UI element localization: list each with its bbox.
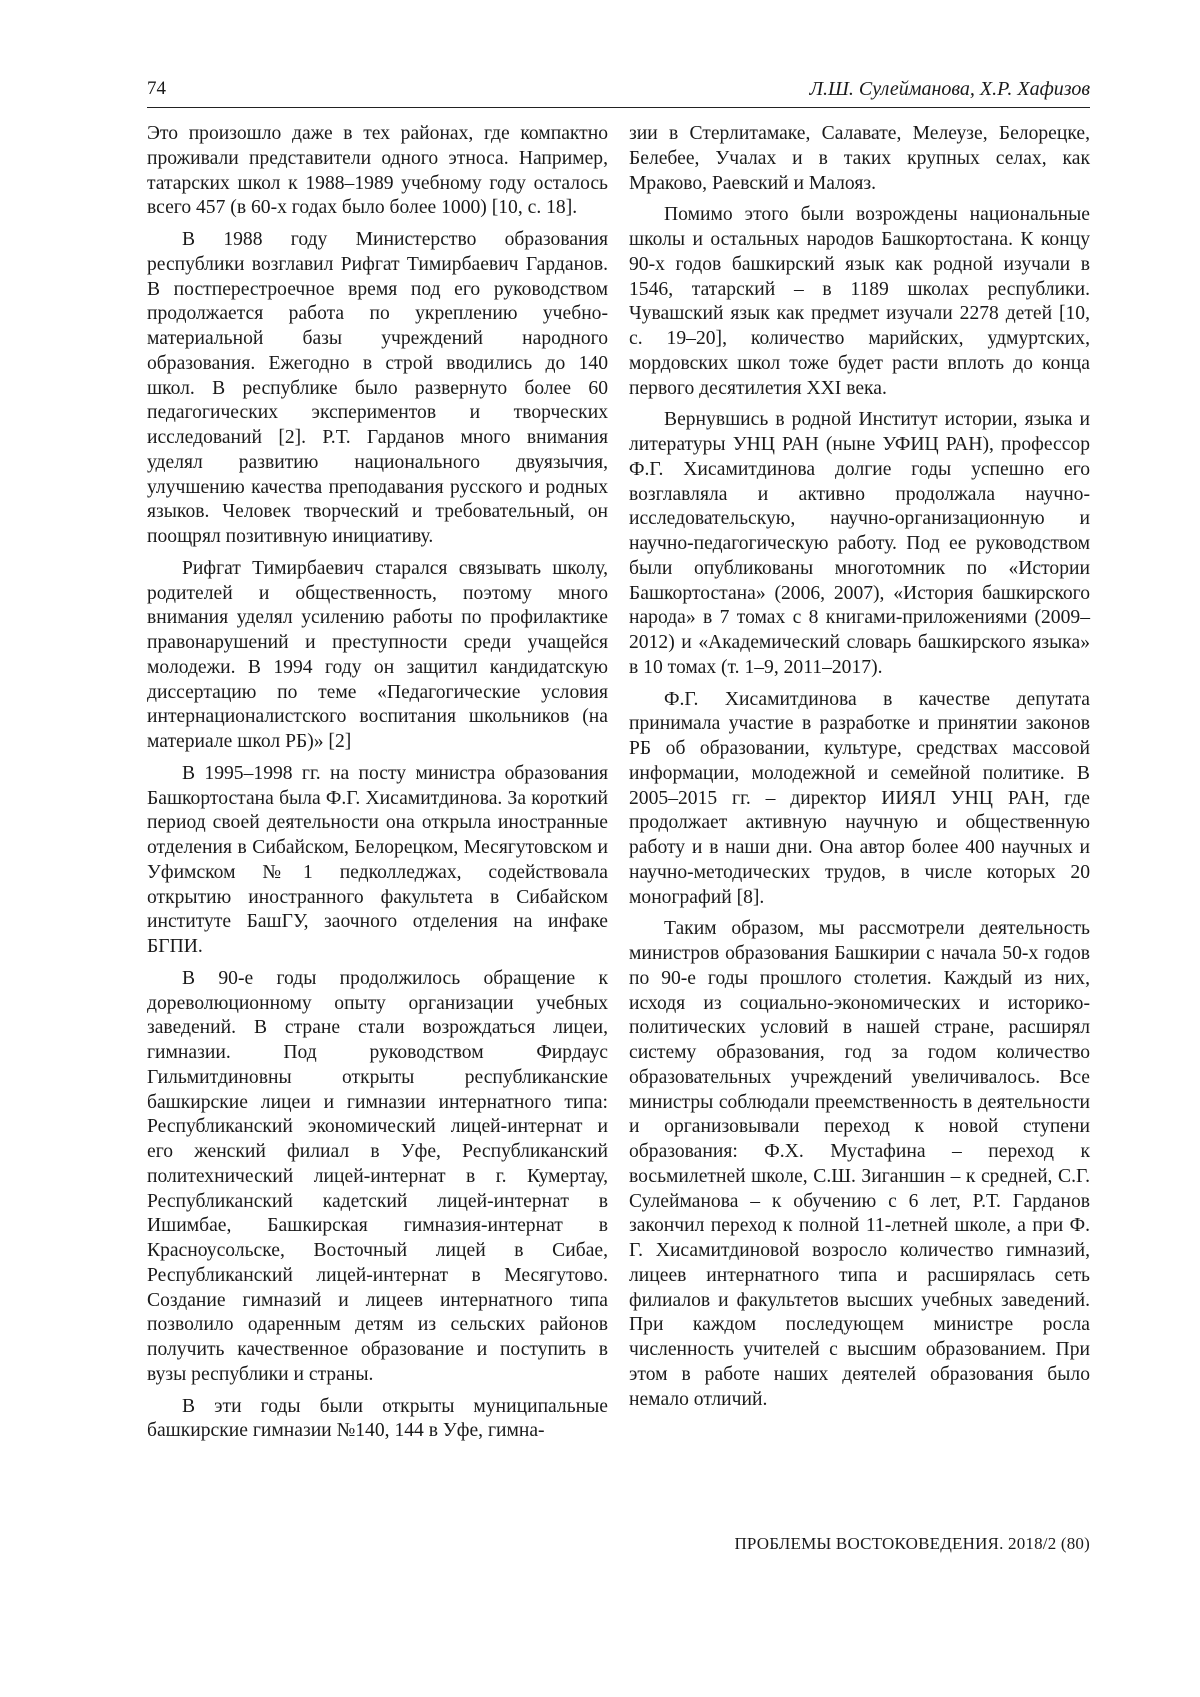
- page-number: 74: [147, 78, 166, 99]
- paragraph: Таким образом, мы рассмотрели деятельность министров образования Башкирии с начала 50-х годов по 90-е годы прошлого столетия. Каждый из них, исходя из социально-экономических и историко-политических условий в нашей стране, расширял систему образования, год за годом количество образовательных учреждений увеличивалось. Все министры соблюдали преемственность в деятельности и организовывали переход к новой ступени образования: Ф.Х. Мустафина – переход к восьмилетней школе, С.Ш. Зиганшин – к средней, С.Г. Сулейманова – к обучению с 6 лет, Р.Т. Гарданов закончил переход к полной 11-летней школе, а при Ф. Г. Хисамитдиновой возросло количество гимназий, лицеев интернатного типа и расширялась сеть филиалов и факультетов высших учебных заведений. При каждом последующем министре росла численность учителей с высшим образованием. При этом в работе наших деятелей образования было немало отличий.: [629, 918, 1090, 1410]
- paragraph: В 1988 году Министерство образования республики возглавил Рифгат Тимирбаевич Гарданов. В постперестроечное время под его руководством продолжается работа по укреплению учебно-материальной базы учреждений народного образования. Ежегодно в строй вводились до 140 школ. В республике было развернуто более 60 педагогических экспериментов и творческих исследований [2]. Р.Т. Гарданов много внимания уделял развитию национального двуязычия, улучшению качества преподавания русского и родных языков. Человек творческий и требовательный, он поощрял позитивную инициативу.: [147, 229, 608, 547]
- paragraph: В эти годы были открыты муниципальные башкирские гимназии №140, 144 в Уфе, гимна-: [147, 1395, 608, 1442]
- running-head-authors: Л.Ш. Сулейманова, Х.Р. Хафизов: [809, 78, 1090, 100]
- journal-footer: ПРОБЛЕМЫ ВОСТОКОВЕДЕНИЯ. 2018/2 (80): [734, 1534, 1090, 1553]
- header-rule: [147, 107, 1090, 108]
- paragraph: зии в Стерлитамаке, Салавате, Мелеузе, Белорецке, Белебее, Учалах и в таких крупных селах, как Мраково, Раевский и Малояз.: [629, 123, 1090, 194]
- paragraph: В 1995–1998 гг. на посту министра образования Башкортостана была Ф.Г. Хисамитдинова. За короткий период своей деятельности она открыла иностранные отделения в Сибайском, Белорецком, Месягутовском и Уфимском №1 педколледжах, содействовала открытию иностранного факультета в Сибайском институте БашГУ, заочного отделения на инфаке БГПИ.: [147, 762, 608, 957]
- paragraph: В 90-е годы продолжилось обращение к дореволюционному опыту организации учебных заведений. В стране стали возрождаться лицеи, гимназии. Под руководством Фирдаус Гильмитдиновны открыты республиканские башкирские лицеи и гимназии интернатного типа: Республиканский экономический лицей-интернат и его женский филиал в Уфе, Республиканский политехнический лицей-интернат в г. Кумертау, Республиканский кадетский лицей-интернат в Ишимбае, Башкирская гимназия-интернат в Красноусольске, Восточный лицей в Сибае, Республиканский лицей-интернат в Месягутово. Создание гимназий и лицеев интернатного типа позволило одаренным детям из сельских районов получить качественное образование и поступить в вузы республики и страны.: [147, 967, 608, 1385]
- paragraph: Вернувшись в родной Институт истории, языка и литературы УНЦ РАН (ныне УФИЦ РАН), профессор Ф.Г. Хисамитдинова долгие годы успешно его возглавляла и активно продолжала научно-исследовательскую, научно-организационную и научно-педагогическую работу. Под ее руководством были опубликованы многотомник по «Истории Башкортостана» (2006, 2007), «История башкирского народа» в 7 томах с 8 книгами-приложениями (2009–2012) и «Академический словарь башкирского языка» в 10 томах (т. 1–9, 2011–2017).: [629, 409, 1090, 678]
- right-column: [629, 122, 1090, 1419]
- paragraph: Рифгат Тимирбаевич старался связывать школу, родителей и общественность, поэтому много внимания уделял усилению работы по профилактике правонарушений и преступности среди учащейся молодежи. В 1994 году он защитил кандидатскую диссертацию по теме «Педагогические условия интернационалистского воспитания школьников (на материале школ РБ)» [2]: [147, 557, 608, 752]
- paragraph: Это произошло даже в тех районах, где компактно проживали представители одного этноса. Например, татарских школ к 1988–1989 учебному году осталось всего 457 (в 60-х годах было более 1000) [10, с. 18].: [147, 123, 608, 219]
- left-column: [147, 122, 608, 1451]
- paragraph: Ф.Г. Хисамитдинова в качестве депутата принимала участие в разработке и принятии законов РБ об образовании, культуре, средствах массовой информации, молодежной и семейной политике. В 2005–2015 гг. – директор ИИЯЛ УНЦ РАН, где продолжает активную научную и общественную работу и в наши дни. Она автор более 400 научных и научно-методических трудов, в числе которых 20 монографий [8].: [629, 688, 1090, 908]
- paragraph: Помимо этого были возрождены национальные школы и остальных народов Башкортостана. К концу 90-х годов башкирский язык как родной изучали в 1546, татарский – в 1189 школах республики. Чувашский язык как предмет изучали 2278 детей [10, с. 19–20], количество марийских, удмуртских, мордовских школ тоже будет расти вплоть до конца первого десятилетия XXI века.: [629, 204, 1090, 399]
